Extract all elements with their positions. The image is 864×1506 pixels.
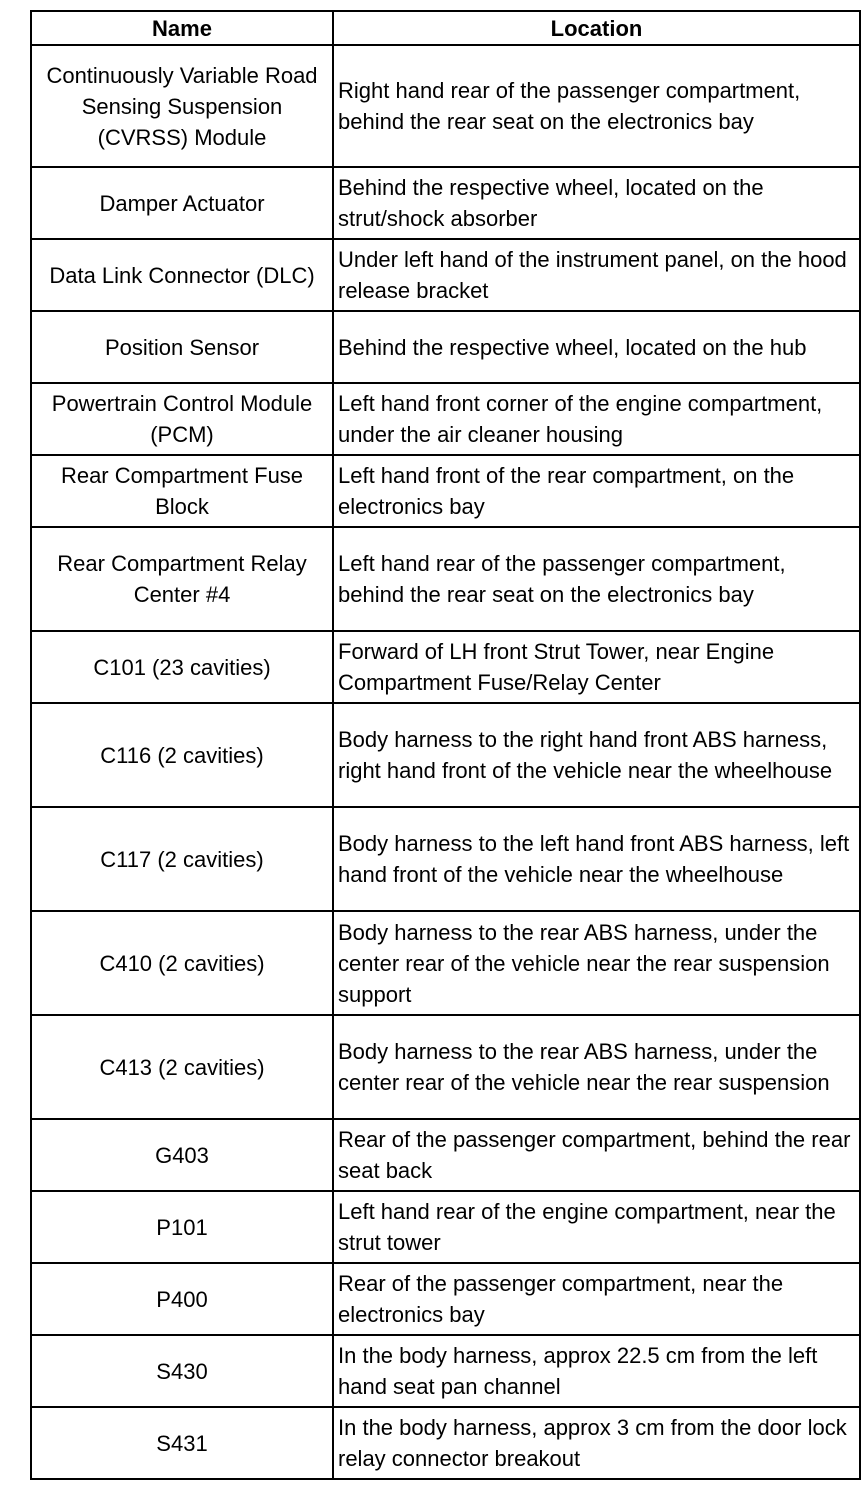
component-name-cell: Rear Compartment Relay Center #4 <box>31 527 333 631</box>
component-name-cell: Data Link Connector (DLC) <box>31 239 333 311</box>
component-name-cell: C117 (2 cavities) <box>31 807 333 911</box>
table-row <box>31 167 860 239</box>
table-row <box>31 527 860 631</box>
component-name-cell: Continuously Variable Road Sensing Suspension (CVRSS) Module <box>31 45 333 167</box>
table-row <box>31 455 860 527</box>
component-location-cell: Under left hand of the instrument panel, on the hood release bracket <box>333 239 860 311</box>
component-name-cell: C101 (23 cavities) <box>31 631 333 703</box>
component-location-cell: Left hand front corner of the engine compartment, under the air cleaner housing <box>333 383 860 455</box>
table-row <box>31 1015 860 1119</box>
component-location-cell: Left hand rear of the engine compartment, near the strut tower <box>333 1191 860 1263</box>
component-location-cell: Rear of the passenger compartment, behind the rear seat back <box>333 1119 860 1191</box>
table-row <box>31 911 860 1015</box>
component-location-cell: Body harness to the left hand front ABS harness, left hand front of the vehicle near the wheelhouse <box>333 807 860 911</box>
component-location-cell: In the body harness, approx 3 cm from the door lock relay connector breakout <box>333 1407 860 1479</box>
component-name-cell: C413 (2 cavities) <box>31 1015 333 1119</box>
component-location-cell: Body harness to the right hand front ABS harness, right hand front of the vehicle near the wheelhouse <box>333 703 860 807</box>
component-location-cell: In the body harness, approx 22.5 cm from the left hand seat pan channel <box>333 1335 860 1407</box>
component-name-cell: C410 (2 cavities) <box>31 911 333 1015</box>
table-row <box>31 383 860 455</box>
component-name-cell: Rear Compartment Fuse Block <box>31 455 333 527</box>
table-row <box>31 1335 860 1407</box>
table-row <box>31 807 860 911</box>
table-row <box>31 631 860 703</box>
component-location-cell: Left hand front of the rear compartment, on the electronics bay <box>333 455 860 527</box>
table-header-row <box>31 11 860 45</box>
table-row <box>31 239 860 311</box>
component-name-cell: S430 <box>31 1335 333 1407</box>
component-location-cell: Behind the respective wheel, located on the strut/shock absorber <box>333 167 860 239</box>
component-name-cell: Position Sensor <box>31 311 333 383</box>
column-header-location: Location <box>333 11 860 45</box>
component-name-cell: S431 <box>31 1407 333 1479</box>
component-location-cell: Rear of the passenger compartment, near the electronics bay <box>333 1263 860 1335</box>
component-location-table <box>30 10 861 1480</box>
table-row <box>31 703 860 807</box>
table-row <box>31 1191 860 1263</box>
component-name-cell: C116 (2 cavities) <box>31 703 333 807</box>
column-header-name: Name <box>31 11 333 45</box>
table-row <box>31 1263 860 1335</box>
table-row <box>31 1119 860 1191</box>
component-location-cell: Left hand rear of the passenger compartment, behind the rear seat on the electronics bay <box>333 527 860 631</box>
component-location-cell: Body harness to the rear ABS harness, under the center rear of the vehicle near the rear suspension support <box>333 911 860 1015</box>
component-location-cell: Forward of LH front Strut Tower, near Engine Compartment Fuse/Relay Center <box>333 631 860 703</box>
component-name-cell: Powertrain Control Module (PCM) <box>31 383 333 455</box>
component-location-cell: Body harness to the rear ABS harness, under the center rear of the vehicle near the rear suspension <box>333 1015 860 1119</box>
table-row <box>31 45 860 167</box>
table-row <box>31 311 860 383</box>
component-name-cell: P101 <box>31 1191 333 1263</box>
component-name-cell: G403 <box>31 1119 333 1191</box>
component-location-cell: Behind the respective wheel, located on the hub <box>333 311 860 383</box>
component-name-cell: Damper Actuator <box>31 167 333 239</box>
component-location-cell: Right hand rear of the passenger compartment, behind the rear seat on the electronics bay <box>333 45 860 167</box>
table-row <box>31 1407 860 1479</box>
component-name-cell: P400 <box>31 1263 333 1335</box>
